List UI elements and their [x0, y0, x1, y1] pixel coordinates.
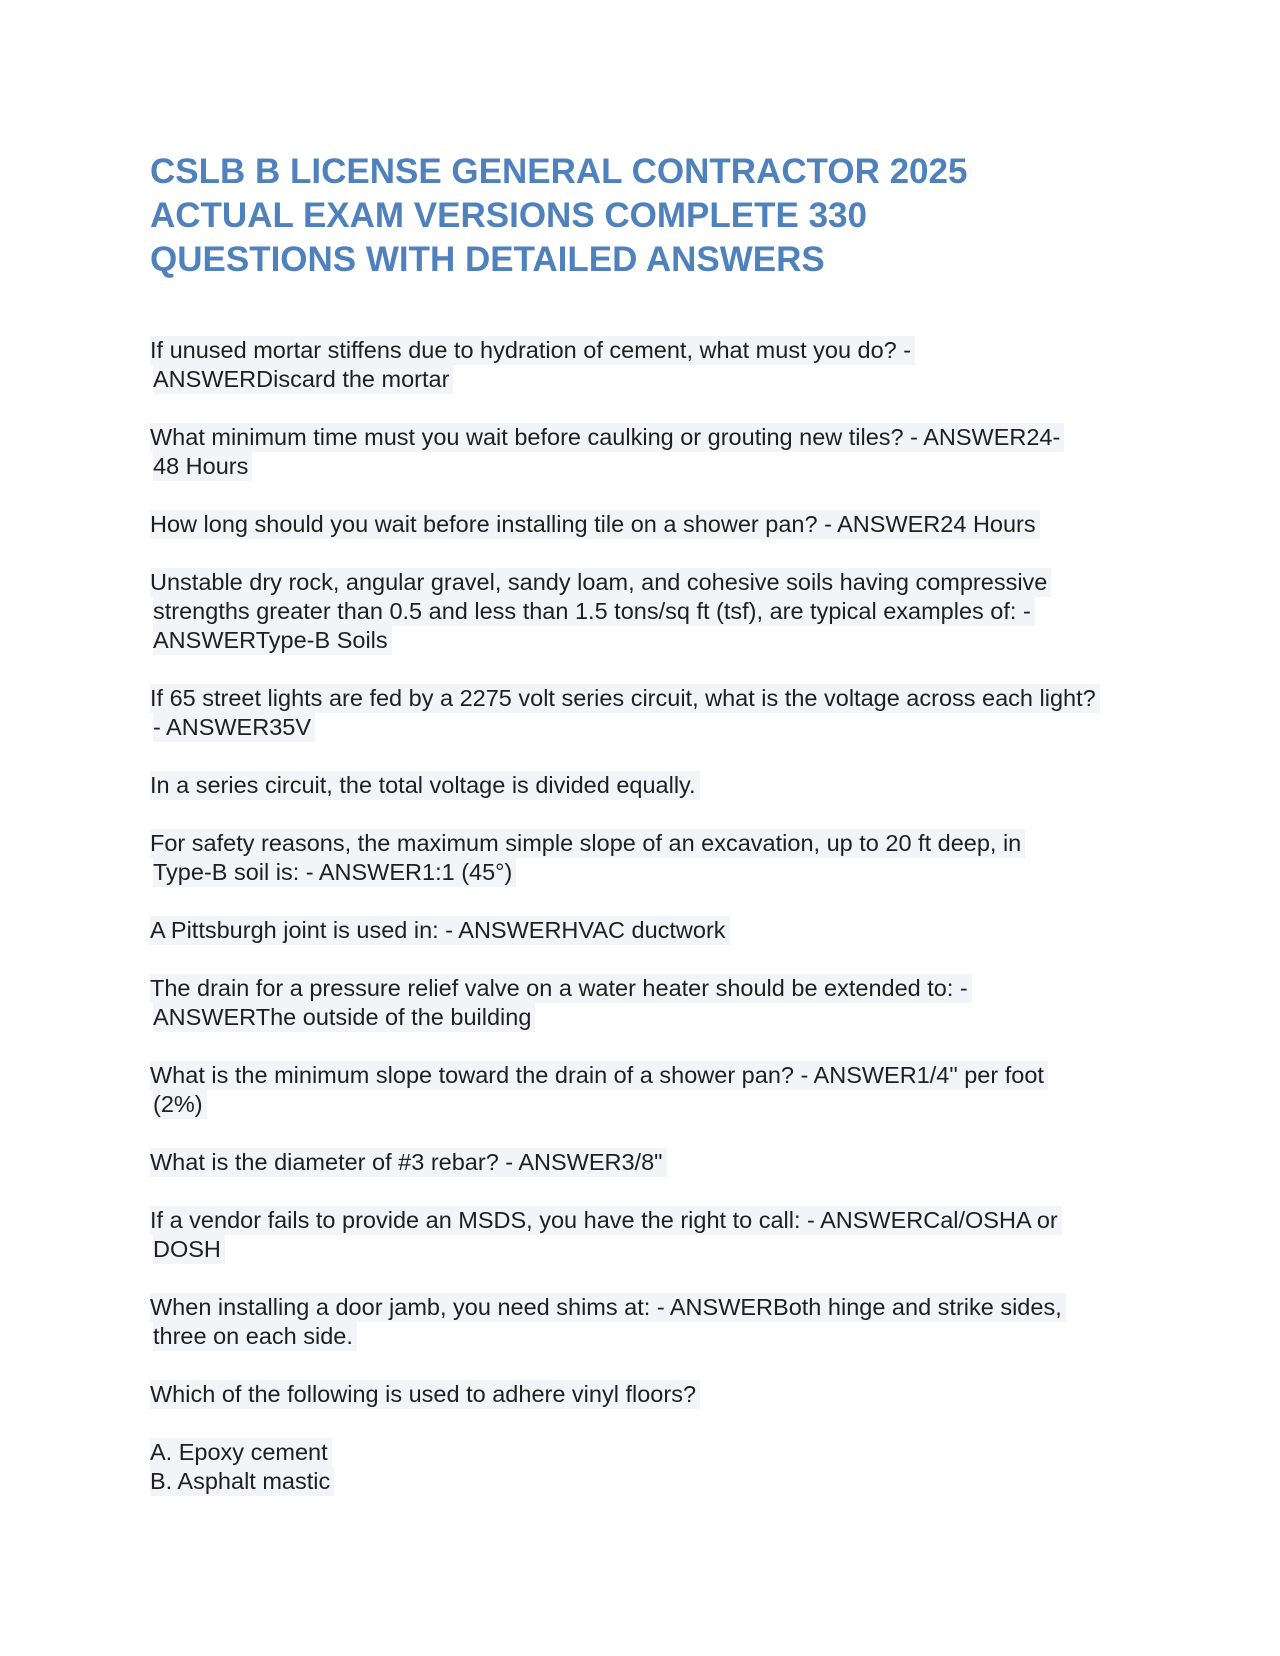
document-body [150, 336, 1150, 1496]
text-line: In a series circuit, the total voltage is divided equally. [150, 771, 700, 800]
question-answer [150, 423, 1150, 481]
question-answer [150, 916, 1150, 945]
text-line: A Pittsburgh joint is used in: - ANSWERHVAC ductwork [150, 916, 730, 945]
text-line: For safety reasons, the maximum simple slope of an excavation, up to 20 ft deep, in [150, 829, 1025, 858]
question-answer [150, 1061, 1150, 1119]
answer-options [150, 1438, 1150, 1496]
explanation [150, 771, 1150, 800]
question-answer [150, 1148, 1150, 1177]
text-line: When installing a door jamb, you need shims at: - ANSWERBoth hinge and strike sides, [150, 1293, 1066, 1322]
title-line: ACTUAL EXAM VERSIONS COMPLETE 330 [150, 196, 867, 235]
option-b: B. Asphalt mastic [150, 1467, 334, 1496]
text-line: Which of the following is used to adhere vinyl floors? [150, 1380, 700, 1409]
question-answer [150, 568, 1150, 655]
option-a: A. Epoxy cement [150, 1438, 332, 1467]
text-line: What is the diameter of #3 rebar? - ANSWER3/8" [150, 1148, 667, 1177]
text-line: If unused mortar stiffens due to hydration of cement, what must you do? - [150, 336, 915, 365]
text-line: strengths greater than 0.5 and less than 1.5 tons/sq ft (tsf), are typical examples of: - [153, 597, 1035, 626]
text-line: Type-B soil is: - ANSWER1:1 (45°) [153, 858, 516, 887]
question-answer [150, 829, 1150, 887]
title-line: CSLB B LICENSE GENERAL CONTRACTOR 2025 [150, 152, 968, 191]
text-line: How long should you wait before installing tile on a shower pan? - ANSWER24 Hours [150, 510, 1040, 539]
document-title [150, 150, 1110, 282]
title-line: QUESTIONS WITH DETAILED ANSWERS [150, 240, 825, 279]
text-line: Unstable dry rock, angular gravel, sandy loam, and cohesive soils having compressive [150, 568, 1051, 597]
text-line: ANSWERDiscard the mortar [153, 365, 453, 394]
text-line: DOSH [153, 1235, 225, 1264]
text-line: - ANSWER35V [153, 713, 315, 742]
question-answer [150, 510, 1150, 539]
question-answer [150, 1206, 1150, 1264]
text-line: The drain for a pressure relief valve on a water heater should be extended to: - [150, 974, 972, 1003]
text-line: ANSWERType-B Soils [153, 626, 392, 655]
question-answer [150, 974, 1150, 1032]
text-line: (2%) [153, 1090, 207, 1119]
text-line: ANSWERThe outside of the building [153, 1003, 535, 1032]
question-answer [150, 684, 1150, 742]
text-line: What minimum time must you wait before caulking or grouting new tiles? - ANSWER24- [150, 423, 1064, 452]
question [150, 1380, 1150, 1409]
text-line: What is the minimum slope toward the drain of a shower pan? - ANSWER1/4" per foot [150, 1061, 1048, 1090]
question-answer [150, 336, 1150, 394]
text-line: 48 Hours [153, 452, 252, 481]
text-line: three on each side. [153, 1322, 357, 1351]
question-answer [150, 1293, 1150, 1351]
text-line: If a vendor fails to provide an MSDS, you have the right to call: - ANSWERCal/OSHA or [150, 1206, 1062, 1235]
text-line: If 65 street lights are fed by a 2275 volt series circuit, what is the voltage across each light? [150, 684, 1100, 713]
